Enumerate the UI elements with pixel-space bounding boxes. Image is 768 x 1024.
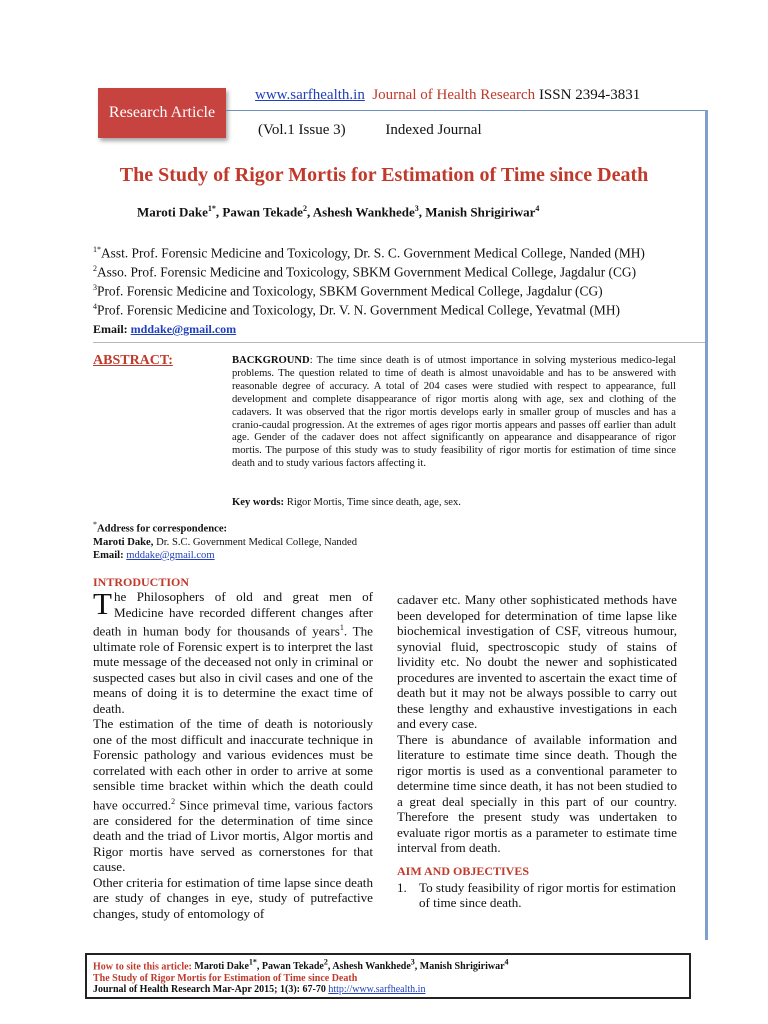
- email-label: Email:: [93, 322, 128, 336]
- aim-text: To study feasibility of rigor mortis for estimation of time since death.: [419, 879, 676, 910]
- intro-text: Since primeval time, various factors are considered for the determination of time since death and the triad of Livor mortis, Algor mortis and Rigor mortis have served as cornerstones for that cause.: [93, 797, 374, 875]
- column-left: [93, 575, 373, 921]
- aim-number: 1.: [397, 879, 407, 895]
- drop-cap: T: [93, 586, 112, 621]
- site-link[interactable]: www.sarfhealth.in: [255, 87, 365, 103]
- citation-footer: [85, 953, 691, 999]
- author-name: Maroti Dake: [137, 204, 208, 220]
- corr-label: Address for correspondence:: [97, 523, 228, 535]
- article-title: The Study of Rigor Mortis for Estimation of Time since Death: [119, 164, 649, 186]
- footer-author: , Manish Shrigiriwar: [414, 961, 505, 973]
- author-name: Pawan Tekade: [222, 204, 303, 220]
- affiliation-text: Asso. Prof. Forensic Medicine and Toxicology, SBKM Government Medical College, Jagdalur (CG): [97, 264, 637, 280]
- journal-subheader: [258, 122, 482, 139]
- author-sup: 4: [535, 204, 540, 213]
- intro-paragraph: Other criteria for estimation of time lapse since death are study of changes in eye, study of putrefactive changes, study of entomology of: [93, 874, 373, 921]
- footer-author: , Ashesh Wankhede: [327, 961, 411, 973]
- aim-item: [397, 880, 677, 911]
- author-name: Ashesh Wankhede: [312, 204, 415, 220]
- corr-sup: *: [93, 520, 97, 529]
- page-frame-right: [705, 110, 708, 940]
- divider: [93, 342, 705, 343]
- affiliation: [93, 242, 645, 261]
- author-sup: 1*: [207, 204, 216, 213]
- footer-sup: 4: [504, 958, 509, 967]
- author-separator: ,: [215, 204, 223, 220]
- footer-sup: 1*: [248, 958, 257, 967]
- affiliation-text: Prof. Forensic Medicine and Toxicology, SBKM Government Medical College, Jagdalur (CG): [97, 283, 603, 299]
- keywords: [232, 497, 461, 508]
- author-name: Manish Shrigiriwar: [425, 204, 536, 220]
- footer-author: Maroti Dake: [194, 961, 249, 973]
- author-sup: 3: [414, 204, 419, 213]
- footer-url-link[interactable]: http://www.sarfhealth.in: [328, 984, 426, 996]
- affiliation-sup: 4: [93, 301, 97, 311]
- footer-sup: 3: [410, 958, 415, 967]
- abstract-text: : The time since death is of utmost importance in solving mysterious medico-legal problems. The question related to time of death is almost unavoidable and has to be answered with reasonable degree of accuracy. A total of 204 cases were studied with respect to appearance, full development and complete disappearance of rigor mortis along with age, sex and clothing of the cadavers. It was observed that the rigor mortis develops early in smaller group of muscles and has a cranio-caudal progression. At the extremes of ages rigor mortis appears and passes off earlier than adult age. Gender of the cadaver does not affect significantly on appearance and disappearance of rigor mortis. The purpose of this study was to study feasibility of rigor mortis for estimation of time since death and to study various factors affecting it.: [232, 355, 676, 470]
- corr-name: Maroti Dake,: [93, 536, 154, 548]
- abstract-body: [232, 355, 676, 471]
- issn: ISSN 2394-3831: [538, 87, 641, 103]
- keywords-text: Rigor Mortis, Time since death, age, sex.: [286, 497, 461, 508]
- intro-paragraph: There is abundance of available information and literature to estimate time since death. Though the rigor mortis is used as a conventional parameter to determine time since death, it has not been studied to a great deal specially in this part of our country. Therefore the present study was undertaken to evaluate rigor mortis as a parameter to estimate time interval from death.: [397, 731, 677, 855]
- corr-address: Dr. S.C. Government Medical College, Nanded: [156, 536, 358, 548]
- introduction-heading: INTRODUCTION: [93, 575, 190, 589]
- author-separator: ,: [418, 204, 426, 220]
- keywords-label: Key words:: [232, 497, 285, 508]
- affiliation-sup: 2: [93, 263, 97, 273]
- footer-title: The Study of Rigor Mortis for Estimation of Time since Death: [93, 972, 358, 984]
- corr-email-label: Email:: [93, 549, 124, 561]
- affiliation-text: Asst. Prof. Forensic Medicine and Toxicology, Dr. S. C. Government Medical College, Nanded (MH): [101, 245, 645, 261]
- citation-sup: 1: [339, 623, 344, 632]
- research-article-badge: [98, 88, 226, 138]
- header-frame-top: [226, 110, 706, 111]
- author-sup: 2: [302, 204, 307, 213]
- affiliation-sup: 3: [93, 282, 97, 292]
- affiliations: [93, 242, 645, 318]
- indexed-journal: Indexed Journal: [385, 122, 482, 138]
- affiliation: [93, 299, 645, 318]
- author-separator: ,: [306, 204, 313, 220]
- intro-paragraph: cadaver etc. Many other sophisticated methods have been developed for determination of time lapse like biochemical investigation of CSF, vitreous humour, synovial fluid, spectroscopic study of stains of lividity etc. No doubt the newer and sophisticated procedures are invented to ascertain the exact time of death but it may not be always possible to carry out these lengthy and exhaustive investigations in each and every case.: [397, 592, 677, 731]
- intro-paragraph: [93, 586, 373, 716]
- correspondence-block: [93, 518, 357, 562]
- background-label: BACKGROUND: [232, 355, 310, 366]
- author-email: [93, 322, 236, 337]
- citation-sup: 2: [171, 796, 176, 806]
- journal-name: Journal of Health Research: [372, 87, 536, 103]
- intro-paragraph: [93, 716, 373, 874]
- footer-journal-ref: Journal of Health Research Mar-Apr 2015; 1(3): 67-70: [93, 984, 326, 996]
- affiliation-text: Prof. Forensic Medicine and Toxicology, Dr. V. N. Government Medical College, Yevatmal (MH): [97, 302, 620, 318]
- badge-label: Research Article: [108, 104, 216, 121]
- journal-header: [255, 87, 640, 104]
- email-link[interactable]: mddake@gmail.com: [130, 322, 237, 336]
- affiliation: [93, 280, 645, 299]
- affiliation: [93, 261, 645, 280]
- intro-text: he Philosophers of old and great men of Medicine have recorded different changes after death in human body for thousands of years: [93, 589, 373, 639]
- aims-heading: AIM AND OBJECTIVES: [397, 863, 530, 878]
- intro-text: The estimation of the time of death is notoriously one of the most difficult and inaccurate technique in Forensic pathology and various evidences must be correlated with each other in order to arrive at some sensible time bracket within which the death could have occurred.: [93, 716, 373, 813]
- affiliation-sup: 1*: [93, 245, 101, 254]
- footer-sup: 2: [323, 958, 328, 967]
- column-right: [397, 592, 677, 911]
- footer-author: , Pawan Tekade: [256, 961, 324, 973]
- intro-text: . The ultimate role of Forensic expert is to interpret the last mute message of the deceased not only in criminal or suspected cases but also in civil cases and one of the means of doing it is to determine the exact time of death.: [93, 623, 373, 716]
- corr-email-link[interactable]: mddake@gmail.com: [126, 549, 215, 561]
- volume-issue: (Vol.1 Issue 3): [258, 122, 346, 138]
- author-list: [137, 204, 539, 220]
- abstract-heading: ABSTRACT:: [93, 353, 173, 368]
- howto-label: How to site this article:: [93, 961, 192, 973]
